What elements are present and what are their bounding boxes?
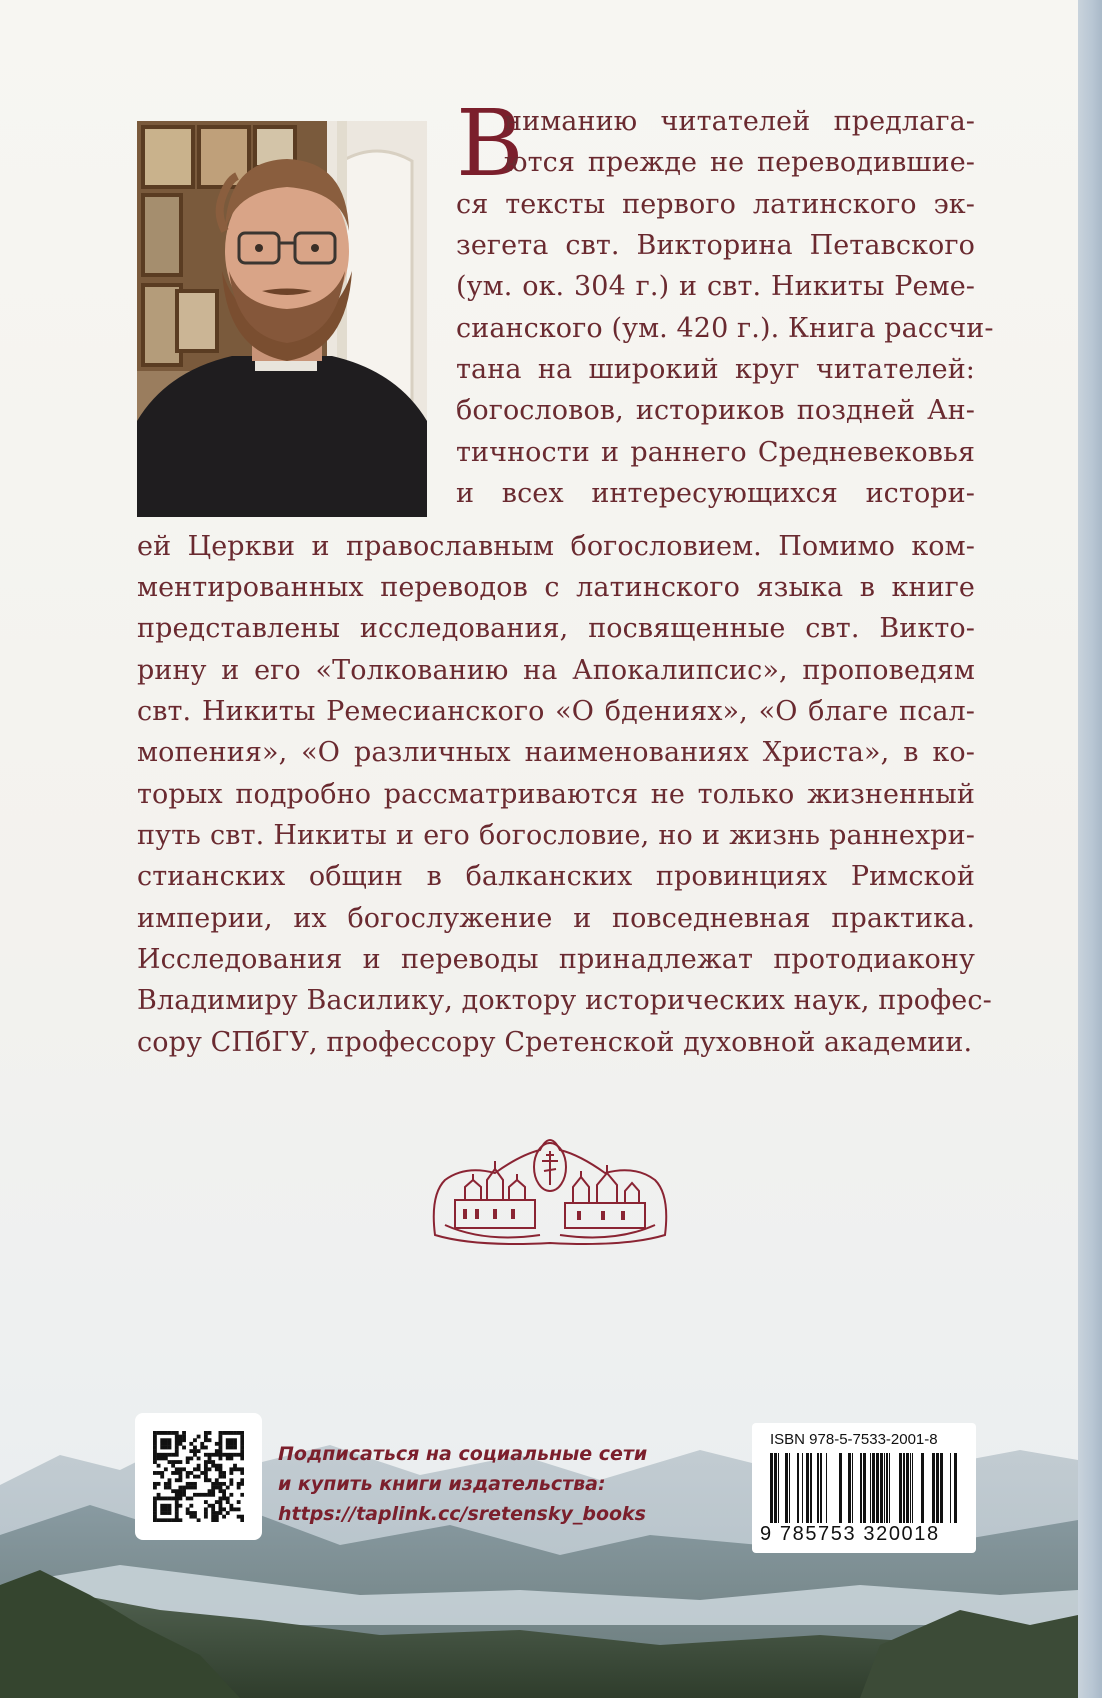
- blurb-line: путь свт. Никиты и его богословие, но и жизнь раннехри-: [137, 820, 975, 851]
- blurb-line: (ум. ок. 304 г.) и свт. Никиты Реме-: [456, 271, 975, 302]
- blurb-line: стианских общин в балканских провинциях Римской: [137, 861, 975, 892]
- promo-line: Подписаться на социальные сети: [278, 1443, 648, 1465]
- book-spine-edge: [1078, 0, 1102, 1698]
- blurb-line: империи, их богослужение и повседневная практика.: [137, 903, 975, 934]
- blurb-line: тана на широкий круг читателей:: [456, 354, 975, 385]
- blurb-line: тичности и раннего Средневековья: [456, 437, 975, 468]
- blurb-line: ся тексты первого латинского эк-: [456, 189, 975, 220]
- blurb-line: зегета свт. Викторина Петавского: [456, 230, 975, 261]
- blurb-line: ей Церкви и православным богословием. Помимо ком-: [137, 531, 975, 562]
- blurb-line: мопения», «О различных наименованиях Христа», в ко-: [137, 737, 975, 768]
- blurb-line: Владимиру Василику, доктору исторических наук, профес-: [137, 985, 992, 1016]
- blurb-line: торых подробно рассматриваются не только жизненный: [137, 779, 975, 810]
- author-photo: [137, 121, 427, 517]
- blurb-line: рину и его «Толкованию на Апокалипсис», проповедям: [137, 655, 975, 686]
- barcode-digits: 9 785753 320018: [760, 1523, 940, 1545]
- blurb-line: представлены исследования, посвященные свт. Викто-: [137, 613, 975, 644]
- isbn-label: ISBN 978-5-7533-2001-8: [770, 1431, 938, 1448]
- qr-code-card[interactable]: [135, 1413, 262, 1540]
- barcode-bars: [766, 1453, 962, 1523]
- blurb-line: ниманию читателей предлага-: [504, 106, 975, 137]
- promo-line: и купить книги издательства:: [278, 1473, 606, 1495]
- blurb-line: и всех интересующихся истори-: [456, 478, 975, 509]
- blurb-line: сианского (ум. 420 г.). Книга рассчи-: [456, 313, 994, 344]
- monastery-emblem-icon: [425, 1125, 675, 1250]
- blurb-line: богословов, историков поздней Ан-: [456, 395, 975, 426]
- isbn-barcode: [752, 1423, 976, 1553]
- blurb-line: Исследования и переводы принадлежат протодиакону: [137, 944, 975, 975]
- qr-code-icon: [153, 1431, 244, 1522]
- blurb-line: свт. Никиты Ремесианского «О бдениях», «О благе псал-: [137, 696, 975, 727]
- drop-cap-letter: В: [456, 90, 524, 197]
- blurb-line: сору СПбГУ, профессору Сретенской духовной академии.: [137, 1027, 973, 1058]
- promo-link[interactable]: https://taplink.cc/sretensky_books: [278, 1503, 646, 1525]
- blurb-line: ментированных переводов с латинского языка в книге: [137, 572, 975, 603]
- blurb-line: ются прежде не переводившие-: [504, 147, 975, 178]
